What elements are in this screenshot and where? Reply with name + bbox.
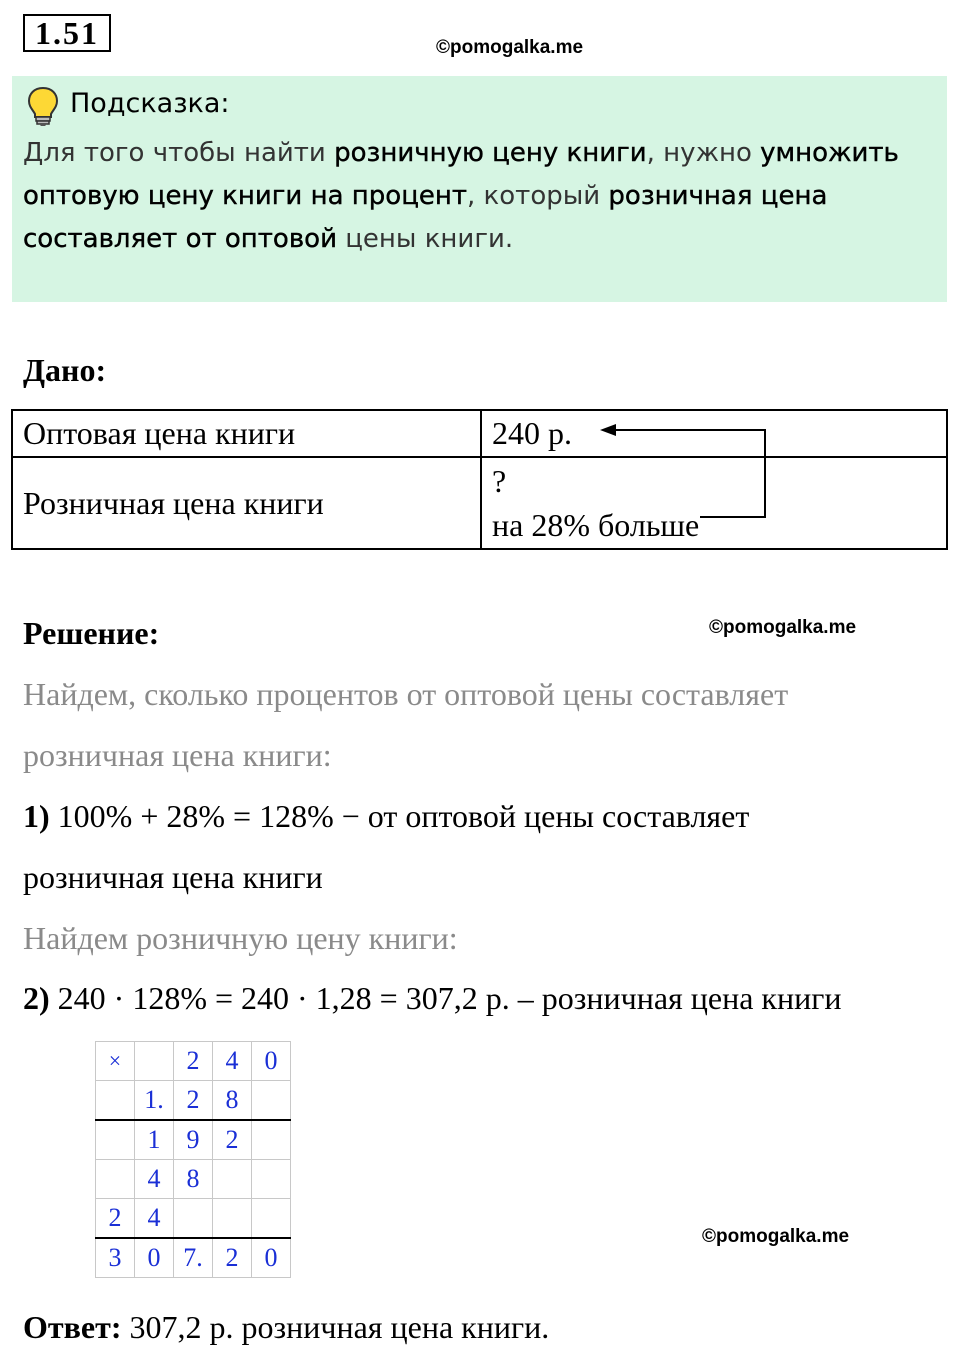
watermark-bottom: ©pomogalka.me <box>702 1226 850 1247</box>
mult-cell <box>135 1042 174 1081</box>
mult-cell: 0 <box>135 1238 174 1278</box>
given-row2-question: ? <box>492 463 507 499</box>
mult-cell <box>213 1199 252 1239</box>
mult-cell: 4 <box>135 1160 174 1199</box>
hint-text: Для того чтобы найти розничную цену книги, нужно умножить оптовую цену книги на процент, который розничная цена составляет от оптовой цены книги. <box>23 138 899 254</box>
given-table <box>11 409 948 550</box>
solution-step2: 2) 240 · 128% = 240 · 1,28 = 307,2 р. – розничная цена книги <box>23 980 842 1016</box>
mult-cell: 2 <box>174 1081 213 1121</box>
mult-cell: 2 <box>174 1042 213 1081</box>
mult-cell: 1. <box>135 1081 174 1121</box>
mult-cell <box>252 1120 291 1160</box>
mult-cell: 2 <box>213 1238 252 1278</box>
mult-cell: 3 <box>96 1238 135 1278</box>
mult-cell: 2 <box>213 1120 252 1160</box>
mult-cell: 7. <box>174 1238 213 1278</box>
answer-line: Ответ: 307,2 р. розничная цена книги. <box>23 1309 550 1345</box>
watermark-top: ©pomogalka.me <box>436 37 584 58</box>
mult-cell <box>96 1081 135 1121</box>
mult-cell <box>96 1160 135 1199</box>
solution-step1: 1) 100% + 28% = 128% − от оптовой цены составляет <box>23 798 750 834</box>
mult-cell <box>252 1160 291 1199</box>
mult-cell: 2 <box>96 1199 135 1239</box>
mult-cell <box>252 1081 291 1121</box>
mult-cell: 8 <box>174 1160 213 1199</box>
given-row1-value: 240 р. <box>481 410 947 457</box>
watermark-middle: ©pomogalka.me <box>709 617 857 638</box>
mult-cell: 1 <box>135 1120 174 1160</box>
problem-number: 1.51 <box>23 14 111 52</box>
mult-cell: 0 <box>252 1238 291 1278</box>
hint-title: Подсказка: <box>70 88 230 119</box>
given-heading: Дано: <box>23 352 107 388</box>
mult-cell: 8 <box>213 1081 252 1121</box>
mult-cell <box>252 1199 291 1239</box>
given-row1-label: Оптовая цена книги <box>12 410 481 457</box>
mult-cell <box>174 1199 213 1239</box>
mult-cell: × <box>96 1042 135 1081</box>
given-row2-value: на 28% больше <box>492 507 700 543</box>
mult-cell <box>96 1120 135 1160</box>
solution-intro-1a: Найдем, сколько процентов от оптовой цены составляет <box>23 676 789 712</box>
solution-intro-2: Найдем розничную цену книги: <box>23 920 458 956</box>
column-multiplication <box>95 1041 291 1278</box>
solution-intro-1b: розничная цена книги: <box>23 737 332 773</box>
mult-cell: 4 <box>213 1042 252 1081</box>
solution-step1-cont: розничная цена книги <box>23 859 323 895</box>
mult-cell: 0 <box>252 1042 291 1081</box>
mult-cell: 9 <box>174 1120 213 1160</box>
solution-heading: Решение: <box>23 615 160 651</box>
given-row2-cell <box>481 457 947 549</box>
mult-cell: 4 <box>135 1199 174 1239</box>
mult-cell <box>213 1160 252 1199</box>
lightbulb-icon <box>26 85 60 127</box>
given-row2-label: Розничная цена книги <box>12 457 481 549</box>
hint-box <box>12 76 947 302</box>
